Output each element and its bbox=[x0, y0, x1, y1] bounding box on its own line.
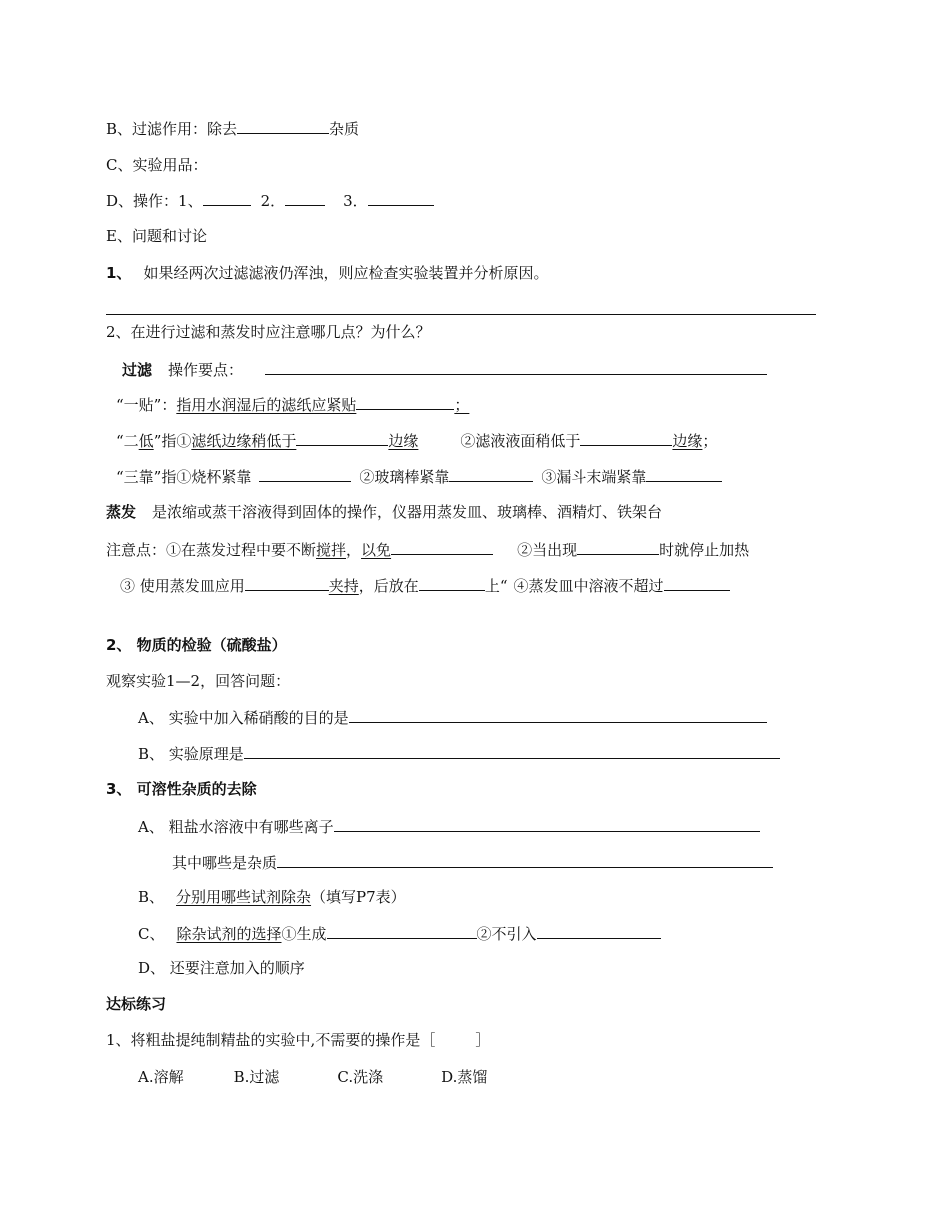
blank-field[interactable] bbox=[265, 359, 767, 375]
blank-field[interactable] bbox=[580, 430, 672, 446]
line-d-operations: D、操作：1、 2． 3． bbox=[106, 190, 434, 211]
option-a[interactable]: A.溶解 bbox=[138, 1068, 184, 1086]
blank-field[interactable] bbox=[277, 852, 773, 868]
blank-field[interactable] bbox=[245, 575, 329, 591]
blank-field[interactable] bbox=[349, 707, 767, 723]
section-3-title: 3、 可溶性杂质的去除 bbox=[106, 780, 257, 798]
sec3-question-b: B、 分别用哪些试剂除杂（填写P7表） bbox=[138, 888, 406, 906]
option-b[interactable]: B.过滤 bbox=[233, 1068, 280, 1086]
blank-field[interactable] bbox=[577, 539, 659, 555]
blank-field[interactable] bbox=[244, 743, 780, 759]
practice-options bbox=[138, 1067, 487, 1087]
line-c-materials: C、实验用品： bbox=[106, 156, 208, 174]
evaporation-line: 蒸发 是浓缩或蒸干溶液得到固体的操作，仪器用蒸发皿、玻璃棒、酒精灯、铁架台 bbox=[106, 503, 663, 521]
blank-field[interactable] bbox=[259, 466, 351, 482]
filter-title: 过滤 bbox=[122, 361, 153, 379]
answer-line[interactable] bbox=[106, 314, 816, 315]
blank-field[interactable] bbox=[327, 923, 477, 939]
sec2-question-a: A、 实验中加入稀硝酸的目的是 bbox=[138, 707, 767, 728]
practice-title: 达标练习 bbox=[106, 995, 167, 1013]
blank-field[interactable] bbox=[296, 430, 388, 446]
practice-question-1: 1、将粗盐提纯制精盐的实验中,不需要的操作是［ ］ bbox=[106, 1031, 491, 1049]
section-2-title: 2、 物质的检验（硫酸盐） bbox=[106, 636, 287, 654]
evap-note-line: 注意点：①在蒸发过程中要不断搅拌，以免 ②当出现 时就停止加热 bbox=[106, 541, 750, 559]
blank-field[interactable] bbox=[203, 190, 251, 206]
observe-line: 观察实验1—2，回答问题： bbox=[106, 672, 291, 690]
blank-field[interactable] bbox=[664, 575, 730, 591]
sec3-question-a: A、 粗盐水溶液中有哪些离子 bbox=[138, 816, 760, 837]
blank-field[interactable] bbox=[368, 190, 434, 206]
sec2-question-b: B、 实验原理是 bbox=[138, 743, 780, 764]
blank-field[interactable] bbox=[237, 118, 329, 134]
blank-field[interactable] bbox=[449, 466, 533, 482]
option-d[interactable]: D.蒸馏 bbox=[441, 1068, 488, 1086]
evaporation-title: 蒸发 bbox=[106, 503, 137, 521]
sankao-line: “三靠”指①烧杯紧靠 ②玻璃棒紧靠 ③漏斗末端紧靠 bbox=[116, 466, 722, 487]
blank-field[interactable] bbox=[334, 816, 760, 832]
sec3-question-c: C、 除杂试剂的选择①生成 ②不引入 bbox=[138, 923, 661, 944]
blank-field[interactable] bbox=[419, 575, 485, 591]
blank-field[interactable] bbox=[356, 394, 454, 410]
filter-points-line: 过滤 操作要点： bbox=[122, 359, 767, 380]
line-e-discussion: E、问题和讨论 bbox=[106, 227, 207, 245]
line-b-filter-purpose: B、过滤作用：除去 杂质 bbox=[106, 120, 360, 138]
erdi-line: “二低”指①滤纸边缘稍低于 边缘 ②滤液液面稍低于 边缘； bbox=[116, 432, 718, 450]
sec3-question-d: D、 还要注意加入的顺序 bbox=[138, 959, 305, 977]
blank-field[interactable] bbox=[285, 190, 325, 206]
yitie-line: “一贴”：指用水润湿后的滤纸应紧贴 ； bbox=[116, 396, 470, 414]
blank-field[interactable] bbox=[391, 539, 493, 555]
option-c[interactable]: C.洗涤 bbox=[337, 1068, 384, 1086]
question-2: 2、在进行过滤和蒸发时应注意哪几点？为什么？ bbox=[106, 323, 431, 341]
sec3-question-a2: 其中哪些是杂质 bbox=[172, 852, 773, 873]
evap-note-line-2: ③ 使用蒸发皿应用 夹持，后放在 上“ ④蒸发皿中溶液不超过 bbox=[120, 575, 730, 596]
blank-field[interactable] bbox=[537, 923, 661, 939]
blank-field[interactable] bbox=[646, 466, 722, 482]
question-1: 1、 如果经两次过滤滤液仍浑浊，则应检查实验装置并分析原因。 bbox=[106, 264, 549, 282]
